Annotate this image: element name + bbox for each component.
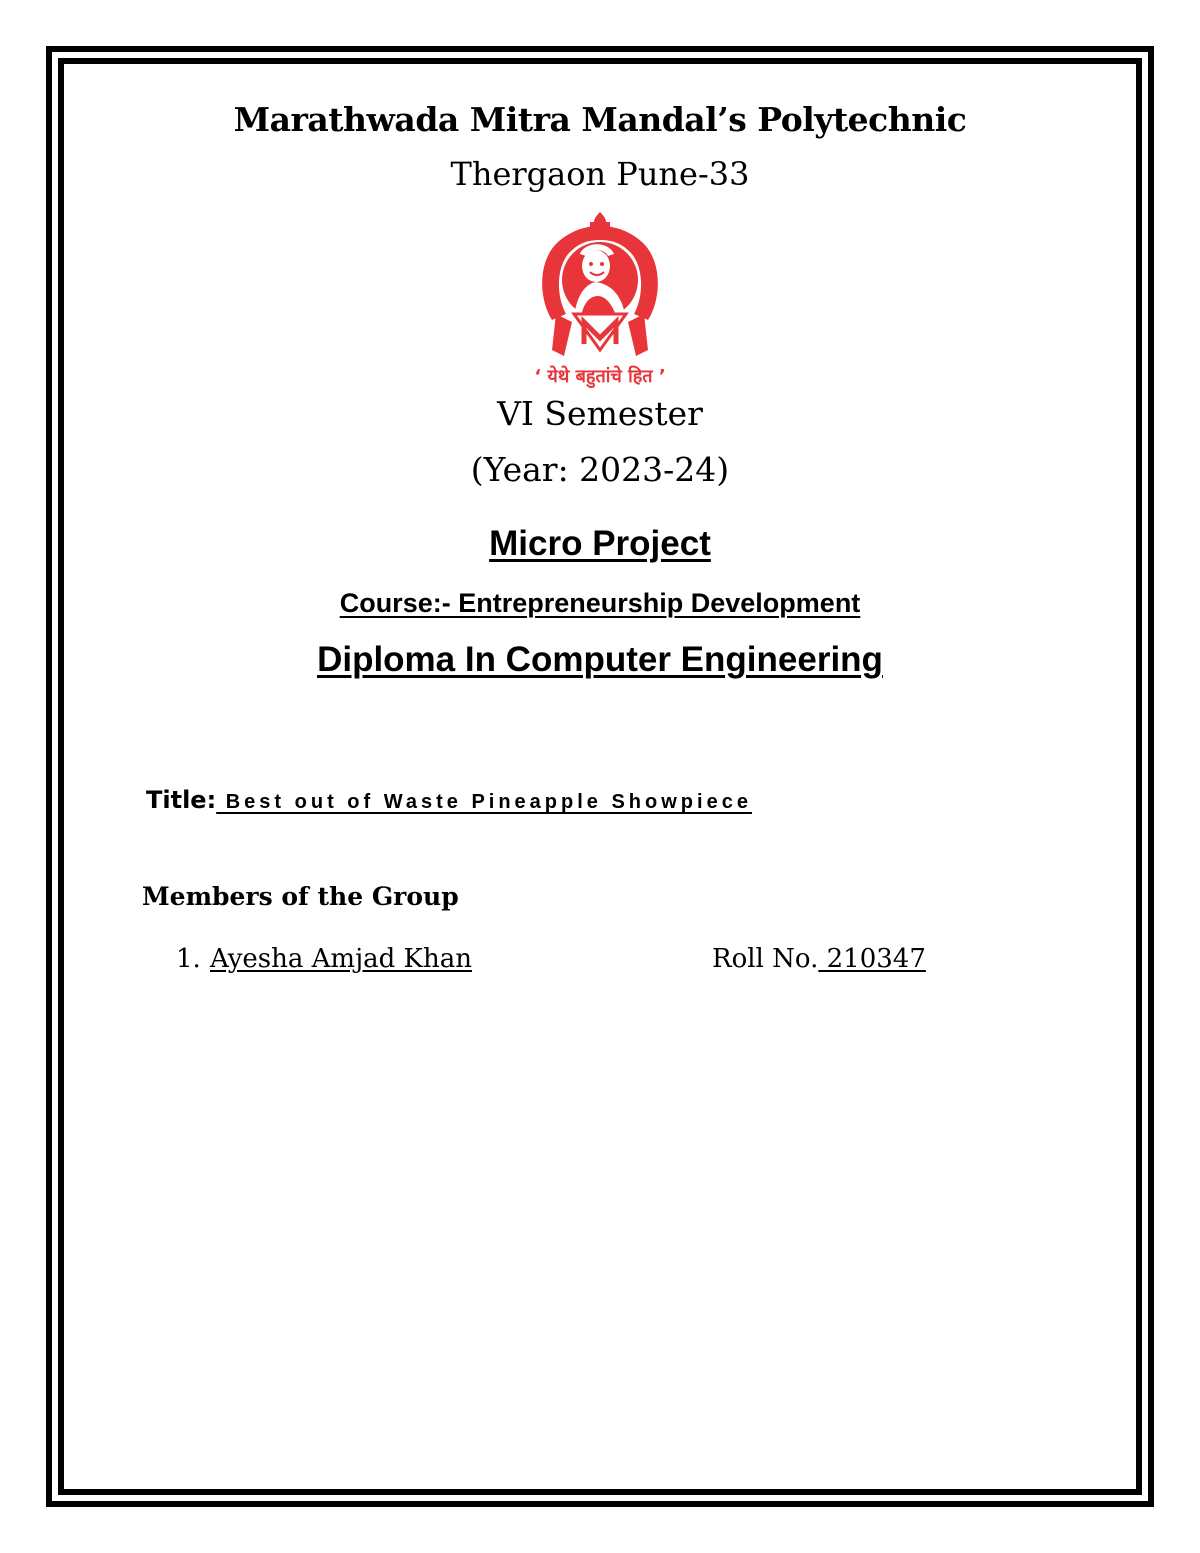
members-heading: Members of the Group: [142, 882, 459, 911]
project-heading: Micro Project: [489, 524, 711, 563]
semester-label: VI Semester: [497, 394, 703, 433]
member-number: 1.: [176, 944, 201, 974]
institute-motto: ‘ येथे बहुतांचे हित ’: [534, 366, 666, 387]
academic-year: (Year: 2023-24): [470, 450, 730, 489]
institute-logo-icon: [534, 210, 666, 360]
course-name: Course:- Entrepreneurship Development: [339, 588, 861, 618]
roll-number: [712, 944, 926, 974]
roll-label: Roll No.: [712, 944, 819, 974]
title-value: Best out of Waste Pineapple Showpiece: [216, 791, 752, 813]
title-label: Title:: [146, 786, 217, 814]
project-title-row: [146, 786, 752, 814]
member-name: Ayesha Amjad Khan: [210, 944, 472, 974]
diploma-name: Diploma In Computer Engineering: [317, 640, 883, 679]
roll-value: 210347: [818, 944, 926, 974]
institute-name: Marathwada Mitra Mandal’s Polytechnic: [233, 100, 967, 139]
institute-location: Thergaon Pune-33: [450, 155, 750, 193]
